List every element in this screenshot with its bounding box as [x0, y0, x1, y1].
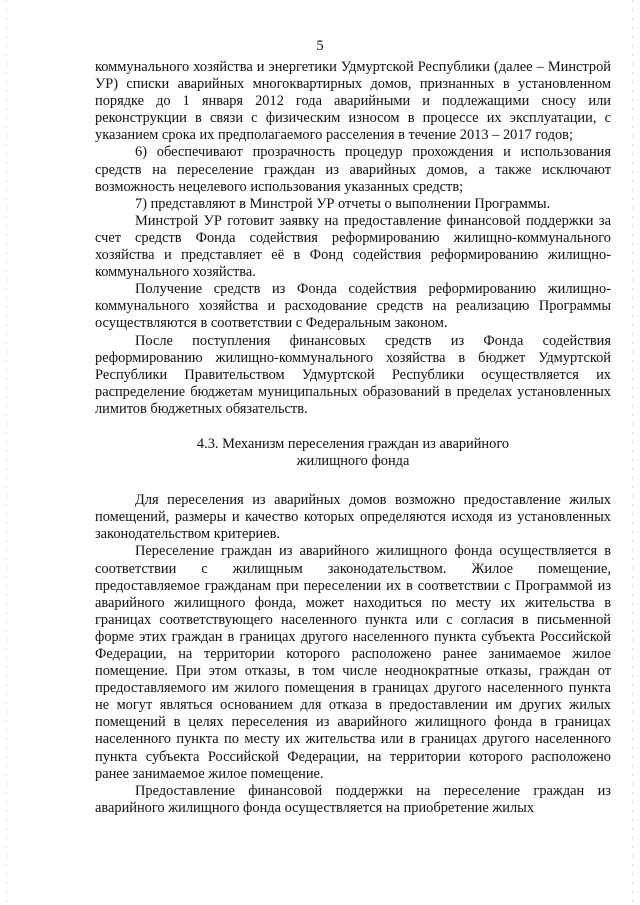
scan-edge-right [632, 0, 633, 905]
page-number: 5 [316, 38, 324, 54]
paragraph: Для переселения из аварийных домов возможно предоставление жилых помещений, размеры и качество которых определяются исходя из установленных законодательством критериев. [95, 492, 611, 543]
paragraph: коммунального хозяйства и энергетики Удмуртской Республики (далее – Минстрой УР) списки аварийных многоквартирных домов, признанных в установленном порядке до 1 января 2012 года аварийными и подлежащими сносу или реконструкции в связи с физическим износом в процессе их эксплуатации, с указанием срока их предполагаемого расселения в течение 2013 – 2017 годов; [95, 59, 611, 144]
paragraph: 6) обеспечивают прозрачность процедур прохождения и использования средств на переселение граждан из аварийных домов, а также исключают возможность нецелевого использования указанных средств; [95, 144, 611, 195]
paragraph: После поступления финансовых средств из Фонда содействия реформированию жилищно-коммунального хозяйства в бюджет Удмуртской Республики Правительством Удмуртской Республики осуществляется их распределение бюджетам муниципальных образований в пределах установленных лимитов бюджетных обязательств. [95, 332, 611, 417]
section-heading [95, 436, 611, 470]
document-body [95, 59, 611, 817]
scan-edge-left [6, 0, 7, 905]
paragraph: Получение средств из Фонда содействия реформированию жилищно-коммунального хозяйства и расходование средств на реализацию Программы осуществляются в соответствии с Федеральным законом. [95, 281, 611, 332]
paragraph: 7) представляют в Минстрой УР отчеты о выполнении Программы. [135, 195, 551, 212]
paragraph: Переселение граждан из аварийного жилищного фонда осуществляется в соответствии с жилищным законодательством. Жилое помещение, предоставляемое гражданам при переселении их в соответствии с Программой из аварийного жилищного фонда, может находиться по месту их жительства в границах соответствующего населенного пункта или с согласия в письменной форме этих граждан в границах другого населенного пункта субъекта Российской Федерации, на территории которого расположено ранее занимаемое жилое помещение. При этом отказы, в том числе неоднократные отказы, граждан от предоставляемого им жилого помещения в границах другого населенного пункта не могут являться основанием для отказа в предоставлении им других жилых помещений в целях переселения из аварийного жилищного фонда в границах населенного пункта по месту их жительства или в границах другого населенного пункта субъекта Российской Федерации, на территории которого расположено ранее занимаемое жилое помещение. [95, 543, 611, 782]
paragraph: Предоставление финансовой поддержки на переселение граждан из аварийного жилищного фонда осуществляется на приобретение жилых [95, 782, 611, 816]
spacer [95, 470, 611, 492]
section-heading-line2: жилищного фонда [296, 453, 410, 470]
section-heading-line1: 4.3. Механизм переселения граждан из аварийного [196, 435, 510, 452]
paragraph: Минстрой УР готовит заявку на предоставление финансовой поддержки за счет средств Фонда содействия реформированию жилищно-коммунального хозяйства и представляет её в Фонд содействия реформированию жилищно-коммунального хозяйства. [95, 212, 611, 281]
